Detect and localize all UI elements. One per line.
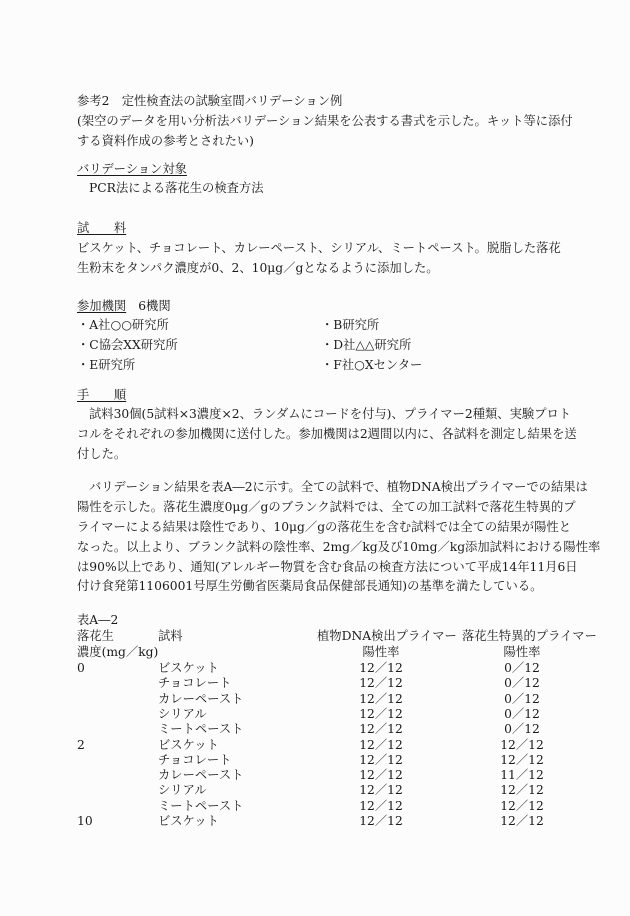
peanut-primer-cell: 12／12 (500, 752, 544, 767)
header-plant-positive-rate: 陽性率 (362, 645, 400, 659)
sample-cell: チョコレート (158, 676, 232, 691)
sample-cell: シリアル (158, 706, 207, 721)
header-sample: 試料 (158, 629, 183, 643)
results-line: なった。以上より、ブランク試料の陰性率、2mg／kg及び10mg／kg添加試料における陽性率 (77, 540, 601, 554)
header-peanut-primer: 落花生特異的プライマー (462, 629, 597, 643)
results-line: 陽性を示した。落花生濃度0μg／gのブランク試料では、全ての加工試料で落花生特異的プ (77, 500, 576, 514)
participant-item: ・D社△△研究所 (321, 338, 412, 352)
table-caption: 表A―2 (77, 613, 119, 627)
peanut-primer-cell: 12／12 (500, 783, 544, 798)
samples-line: 生粉末をタンパク濃度が0、2、10μg／gとなるように添加した。 (77, 261, 439, 275)
participants-header (77, 297, 171, 315)
plant-primer-cell: 12／12 (359, 798, 403, 813)
target-text: PCR法による落花生の検査方法 (89, 181, 264, 195)
plant-primer-cell: 12／12 (359, 814, 403, 828)
peanut-primer-cell: 0／12 (504, 691, 540, 706)
note-line: する資料作成の参考とされたい) (77, 134, 254, 148)
sample-cell: シリアル (158, 783, 207, 798)
procedure-line: 試料30個(5試料×3濃度×2、ランダムにコードを付与)、プライマー2種類、実験プロト (89, 407, 572, 421)
peanut-primer-cell: 0／12 (504, 706, 540, 721)
participant-item: ・E研究所 (77, 358, 136, 372)
participant-item: ・A社○○研究所 (77, 318, 169, 332)
results-line: 付け食発第1106001号厚生労働省医薬局食品保健部長通知)の基準を満たしている。 (77, 579, 543, 593)
plant-primer-cell: 12／12 (359, 752, 403, 767)
peanut-primer-cell: 0／12 (504, 661, 540, 675)
samples-heading: 試 料 (77, 221, 127, 235)
plant-primer-cell: 12／12 (359, 676, 403, 691)
plant-primer-cell: 12／12 (359, 691, 403, 706)
plant-primer-cell: 12／12 (359, 661, 403, 675)
target-heading: バリデーション対象 (77, 162, 187, 176)
peanut-primer-cell: 12／12 (500, 737, 544, 752)
sample-cell: チョコレート (158, 752, 232, 767)
peanut-primer-cell: 0／12 (504, 722, 540, 737)
header-concentration-unit: 濃度(mg／kg) (77, 645, 159, 659)
header-concentration: 落花生 (77, 629, 114, 643)
peanut-primer-cell: 11／12 (500, 768, 544, 783)
participants-heading: 参加機関 (77, 299, 127, 313)
plant-primer-cell: 12／12 (359, 783, 403, 798)
sample-cell: ビスケット (158, 814, 219, 828)
concentration-cell: 2 (77, 737, 85, 752)
procedure-heading: 手 順 (77, 388, 127, 402)
results-line: ライマーによる結果は陰性であり、10μg／gの落花生を含む試料では全ての結果が陽性と (77, 520, 571, 534)
sample-cell: ミートペースト (158, 722, 244, 737)
plant-primer-cell: 12／12 (359, 722, 403, 737)
note-line: (架空のデータを用い分析法バリデーション結果を公表する書式を示した。キット等に添付 (77, 114, 573, 128)
page-title: 参考2 定性検査法の試験室間バリデーション例 (77, 94, 343, 108)
sample-cell: カレーペースト (158, 768, 244, 783)
plant-primer-cell: 12／12 (359, 737, 403, 752)
sample-cell: ビスケット (158, 661, 219, 675)
procedure-line: 付した。 (77, 447, 127, 461)
header-peanut-positive-rate: 陽性率 (503, 645, 541, 659)
participant-item: ・F社○Xセンター (321, 358, 423, 372)
participants-count: 6機関 (138, 299, 171, 313)
header-plant-primer: 植物DNA検出プライマー (317, 629, 457, 643)
sample-cell: ミートペースト (158, 798, 244, 813)
peanut-primer-cell: 0／12 (504, 676, 540, 691)
samples-line: ビスケット、チョコレート、カレーペースト、シリアル、ミートペースト。脱脂した落花 (77, 241, 561, 255)
results-line: バリデーション結果を表A―2に示す。全ての試料で、植物DNA検出プライマーでの結果は (89, 480, 588, 494)
plant-primer-cell: 12／12 (359, 768, 403, 783)
peanut-primer-cell: 12／12 (500, 814, 544, 828)
results-line: は90%以上であり、通知(アレルギー物質を含む食品の検査方法について平成14年11月6日 (77, 560, 578, 574)
concentration-cell: 0 (77, 661, 85, 675)
sample-cell: ビスケット (158, 737, 219, 752)
participant-item: ・C協会XX研究所 (77, 338, 178, 352)
procedure-line: コルをそれぞれの参加機関に送付した。参加機関は2週間以内に、各試料を測定し結果を送 (77, 427, 577, 441)
concentration-cell: 10 (77, 814, 93, 828)
plant-primer-cell: 12／12 (359, 706, 403, 721)
peanut-primer-cell: 12／12 (500, 798, 544, 813)
participant-item: ・B研究所 (321, 318, 380, 332)
sample-cell: カレーペースト (158, 691, 244, 706)
